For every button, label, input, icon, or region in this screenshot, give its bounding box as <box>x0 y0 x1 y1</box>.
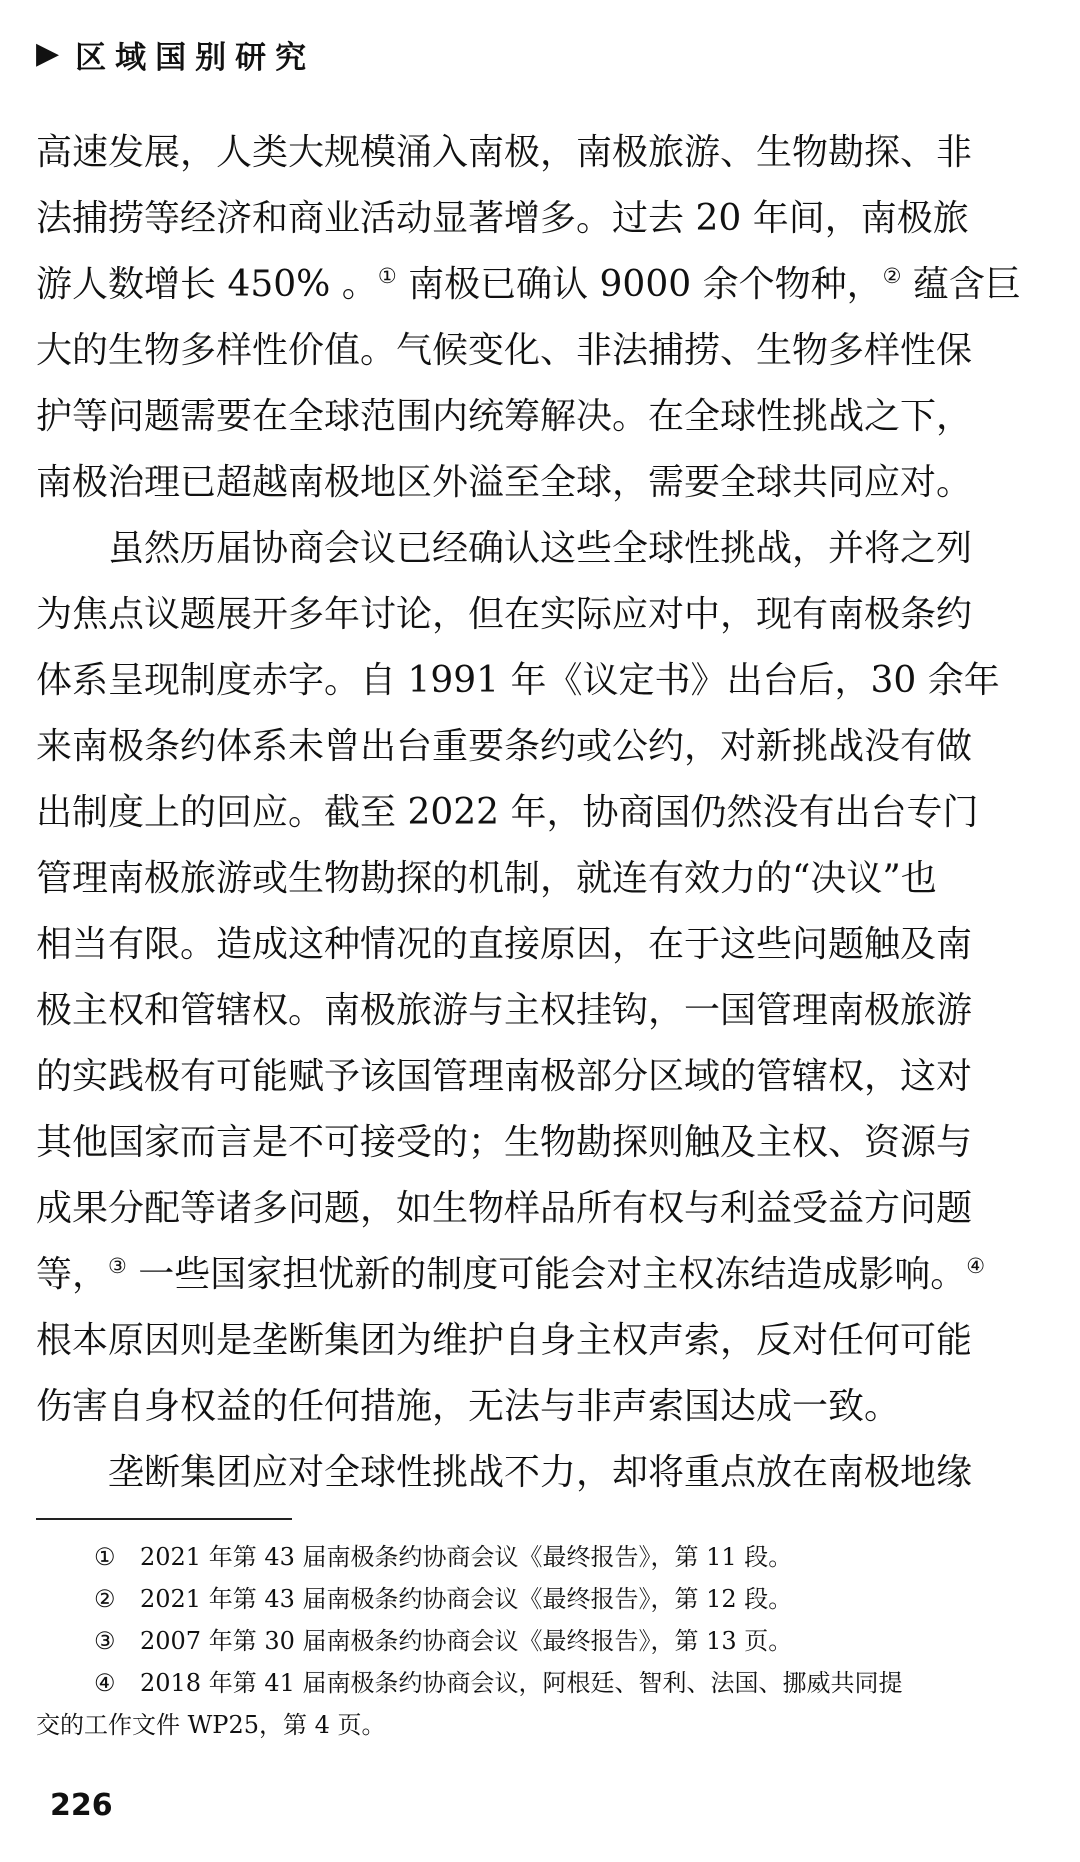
text-line: 其他国家而言是不可接受的；生物勘探则触及主权、资源与 <box>36 1122 973 1163</box>
text-segment: 等， <box>36 1254 109 1295</box>
text-line <box>36 1242 1046 1308</box>
footnote-item <box>36 1536 1046 1578</box>
section-title: 区域国别研究 <box>75 39 316 76</box>
text-line: 根本原因则是垄断集团为维护自身主权声索，反对任何可能 <box>36 1320 973 1361</box>
text-line: 护等问题需要在全球范围内统筹解决。在全球性挑战之下， <box>36 396 973 437</box>
text-segment: 游人数增长 450% 。 <box>36 264 378 305</box>
body-text <box>36 120 1046 1506</box>
footnote-number: ② <box>94 1585 116 1613</box>
page-number: 226 <box>50 1788 113 1823</box>
text-line: 的实践极有可能赋予该国管理南极部分区域的管辖权，这对 <box>36 1056 973 1097</box>
text-segment: 蕴含巨 <box>901 264 1021 305</box>
text-line: 出制度上的回应。截至 2022 年，协商国仍然没有出台专门 <box>36 792 979 833</box>
text-line: 虽然历届协商会议已经确认这些全球性挑战，并将之列 <box>36 528 973 569</box>
triangle-marker-icon: ▶ <box>36 36 60 71</box>
footnote-number: ③ <box>94 1627 116 1655</box>
text-segment: 南极已确认 9000 余个物种， <box>396 264 883 305</box>
text-line: 伤害自身权益的任何措施，无法与非声索国达成一致。 <box>36 1386 901 1427</box>
footnote-marker: ② <box>882 264 902 288</box>
text-line: 相当有限。造成这种情况的直接原因，在于这些问题触及南 <box>36 924 973 965</box>
text-line: 极主权和管辖权。南极旅游与主权挂钩，一国管理南极旅游 <box>36 990 973 1031</box>
footnote-marker: ④ <box>966 1254 986 1278</box>
footnote-text: 2018 年第 41 届南极条约协商会议，阿根廷、智利、法国、挪威共同提 <box>140 1669 903 1697</box>
text-segment: 一些国家担忧新的制度可能会对主权冻结造成影响。 <box>126 1254 967 1295</box>
footnote-text: 2021 年第 43 届南极条约协商会议《最终报告》，第 11 段。 <box>140 1543 793 1571</box>
text-line <box>36 252 1046 318</box>
text-line: 成果分配等诸多问题，如生物样品所有权与利益受益方问题 <box>36 1188 973 1229</box>
footnotes <box>36 1536 1046 1746</box>
running-header <box>36 30 315 78</box>
text-line: 大的生物多样性价值。气候变化、非法捕捞、生物多样性保 <box>36 330 973 371</box>
footnote-marker: ③ <box>108 1254 127 1278</box>
footnote-item <box>36 1578 1046 1620</box>
footnote-number: ④ <box>94 1669 116 1697</box>
footnote-number: ① <box>94 1543 116 1571</box>
footnote-text: 2007 年第 30 届南极条约协商会议《最终报告》，第 13 页。 <box>140 1627 793 1655</box>
text-line: 管理南极旅游或生物勘探的机制，就连有效力的“决议”也 <box>36 858 937 899</box>
footnote-item <box>36 1662 1046 1704</box>
text-line: 高速发展，人类大规模涌入南极，南极旅游、生物勘探、非 <box>36 132 973 173</box>
text-line: 为焦点议题展开多年讨论，但在实际应对中，现有南极条约 <box>36 594 973 635</box>
footnote-item <box>36 1620 1046 1662</box>
text-line: 体系呈现制度赤字。自 1991 年《议定书》出台后，30 余年 <box>36 660 1000 701</box>
text-line: 来南极条约体系未曾出台重要条约或公约，对新挑战没有做 <box>36 726 973 767</box>
footnote-divider <box>36 1518 292 1520</box>
footnote-continuation: 交的工作文件 WP25，第 4 页。 <box>36 1711 386 1739</box>
text-line: 南极治理已超越南极地区外溢至全球，需要全球共同应对。 <box>36 462 973 503</box>
text-line: 垄断集团应对全球性挑战不力，却将重点放在南极地缘 <box>36 1452 973 1493</box>
footnote-marker: ① <box>377 264 397 288</box>
text-line: 法捕捞等经济和商业活动显著增多。过去 20 年间，南极旅 <box>36 198 969 239</box>
footnote-text: 2021 年第 43 届南极条约协商会议《最终报告》，第 12 段。 <box>140 1585 793 1613</box>
